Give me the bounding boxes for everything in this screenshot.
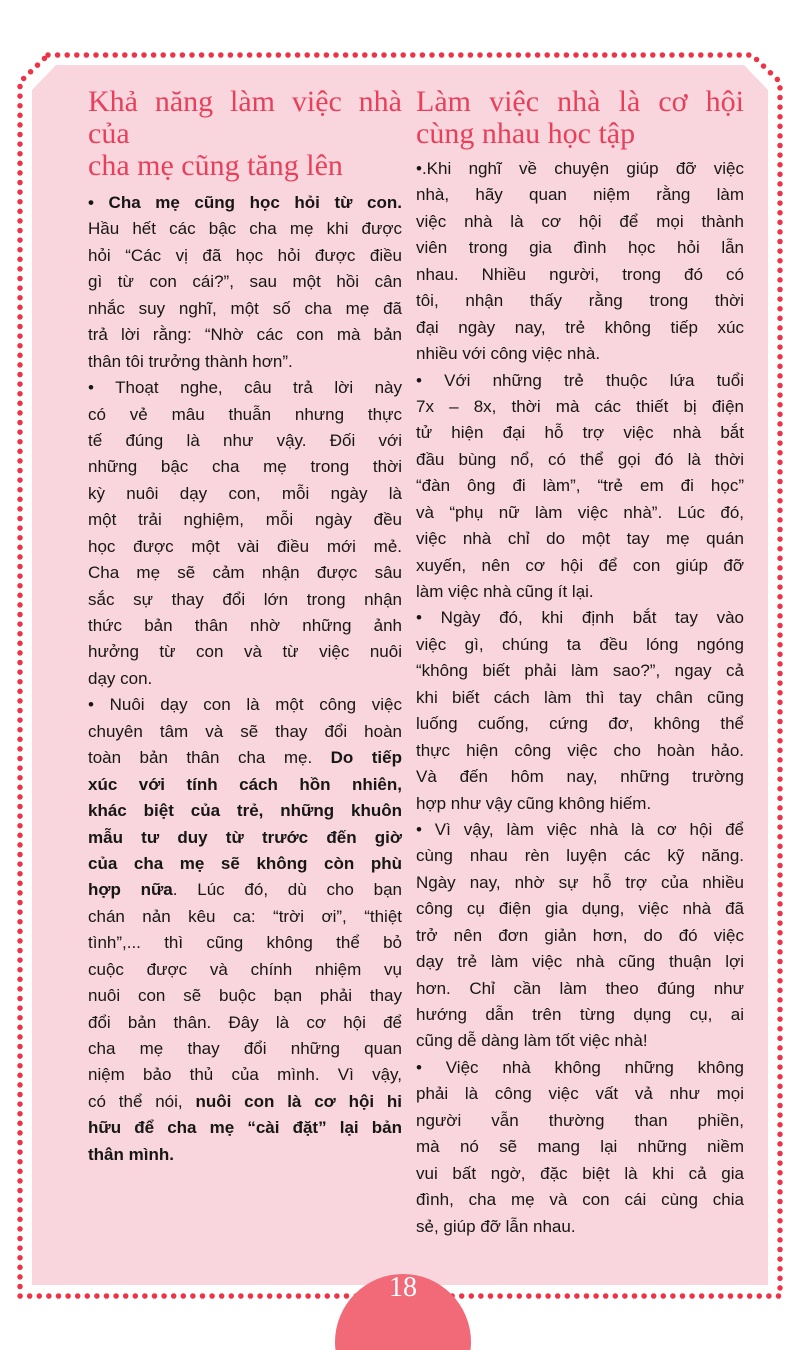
section-body: [416, 156, 744, 1240]
text-line: [416, 605, 744, 631]
text-line: [416, 368, 744, 394]
text-line: [416, 1002, 744, 1028]
text-line: [416, 685, 744, 711]
body-text: phải là công việc vất vả như mọi: [416, 1084, 744, 1104]
bold-text: mẫu tư duy từ trước đến giờ: [88, 827, 402, 847]
text-line: [416, 949, 744, 975]
body-text: “đàn ông đi làm”, “trẻ em đi học”: [416, 476, 744, 496]
body-text: đại ngày nay, trẻ không tiếp xúc: [416, 317, 744, 337]
text-line: [416, 394, 744, 420]
title-line: cha mẹ cũng tăng lên: [88, 149, 343, 182]
body-text: tình”,... thì cũng không thể bỏ: [88, 933, 402, 953]
body-text: kỳ nuôi dạy con, mỗi ngày là: [88, 483, 402, 503]
text-line: [88, 877, 402, 903]
body-text: thức bản thân nhờ những ảnh: [88, 616, 402, 635]
text-line: [416, 553, 744, 579]
body-text: cuộc được và chính nhiệm vụ: [88, 959, 402, 979]
title-line: cùng nhau học tập: [416, 117, 636, 150]
body-text: một trải nghiệm, mỗi ngày đều: [88, 510, 402, 530]
text-line: [416, 923, 744, 949]
text-line: [88, 825, 402, 851]
text-line: [416, 764, 744, 790]
text-line: [416, 315, 744, 341]
body-text: • Việc nhà không những không: [416, 1057, 744, 1077]
body-text: thực hiện công việc cho hoàn hảo.: [416, 740, 744, 760]
text-line: [88, 904, 402, 930]
bold-text: • Cha mẹ cũng học hỏi từ con.: [88, 193, 402, 212]
text-line: [88, 349, 402, 375]
text-line: [88, 745, 402, 771]
text-line: [416, 156, 744, 182]
text-line: [416, 235, 744, 261]
text-line: [88, 772, 402, 798]
body-text: Hầu hết các bậc cha mẹ khi được: [88, 219, 402, 239]
body-text: luống cuống, cứng đơ, không thể: [416, 714, 744, 734]
text-line: [88, 507, 402, 533]
title-line: Làm việc nhà là cơ hội: [416, 85, 744, 118]
body-text: việc nhà chỉ do một tay mẹ quán: [416, 529, 744, 549]
body-text: đình, cha mẹ và con cái cùng chia: [416, 1190, 744, 1210]
bold-text: khác biệt của trẻ, những khuôn: [88, 801, 402, 821]
body-text: gì từ con cái?”, sau một hồi cân: [88, 272, 402, 292]
bold-text: hợp nữa: [88, 880, 173, 900]
text-line: [416, 870, 744, 896]
text-line: [416, 817, 744, 843]
body-text: cha mẹ thay đổi những quan: [88, 1039, 402, 1058]
body-text: nuôi con sẽ buộc bạn phải thay: [88, 986, 402, 1006]
text-line: [416, 1134, 744, 1160]
body-text: xuyến, nên cơ hội để con giúp đỡ: [416, 555, 744, 575]
text-line: [88, 296, 402, 322]
text-line: [88, 269, 402, 295]
body-text: có thể nói,: [88, 1091, 196, 1111]
body-text: Cha mẹ sẽ cảm nhận được sâu: [88, 563, 402, 583]
text-line: [88, 322, 402, 348]
text-line: [88, 587, 402, 613]
text-line: [88, 983, 402, 1009]
text-line: [88, 481, 402, 507]
text-line: [88, 534, 402, 560]
bold-text: Do tiếp: [330, 748, 402, 768]
text-line: [416, 526, 744, 552]
text-line: [88, 957, 402, 983]
text-line: [88, 560, 402, 586]
body-text: trở nên đơn giản hơn, do đó việc: [416, 925, 744, 945]
text-line: [416, 843, 744, 869]
section-body: [88, 190, 402, 1168]
text-line: [416, 209, 744, 235]
text-line: [88, 639, 402, 665]
text-line: [416, 341, 744, 367]
text-line: [416, 473, 744, 499]
body-text: chuyên tâm và sẽ thay đổi hoàn: [88, 721, 402, 741]
body-text: niệm bảo thủ của mình. Vì vậy,: [88, 1065, 402, 1085]
body-text: trả lời rằng: “Nhờ các con mà bản: [88, 325, 402, 345]
text-line: [416, 1028, 744, 1054]
text-line: [88, 375, 402, 401]
body-text: tế đúng là như vậy. Đối với: [88, 430, 402, 450]
body-text: và “phụ nữ làm việc nhà”. Lúc đó,: [416, 502, 744, 522]
body-text: hướng dẫn trên từng dụng cụ, ai: [416, 1005, 744, 1024]
left-column: [88, 86, 402, 1168]
body-text: Ngày nay, nhờ sự hỗ trợ của nhiều: [416, 872, 744, 892]
text-line: [416, 632, 744, 658]
body-text: mà nó sẽ mang lại những niềm: [416, 1137, 744, 1157]
body-text: Và đến hôm nay, những trường: [416, 767, 744, 787]
body-text: khi biết cách làm thì tay chân cũng: [416, 687, 744, 707]
text-line: [416, 1108, 744, 1134]
body-text: nhau. Nhiều người, trong đó có: [416, 264, 744, 284]
body-text: hưởng từ con và từ việc nuôi: [88, 642, 402, 662]
body-text: làm việc nhà cũng ít lại.: [416, 582, 594, 601]
text-line: [88, 719, 402, 745]
text-line: [416, 976, 744, 1002]
text-line: [88, 454, 402, 480]
body-text: • Ngày đó, khi định bắt tay vào: [416, 608, 744, 628]
text-line: [88, 1036, 402, 1062]
body-text: “không biết phải làm sao?”, ngay cả: [416, 661, 744, 681]
body-text: •.Khi nghĩ về chuyện giúp đỡ việc: [416, 159, 744, 178]
text-line: [416, 711, 744, 737]
body-text: 7x – 8x, thời mà các thiết bị điện: [416, 396, 744, 416]
text-line: [88, 1062, 402, 1088]
text-line: [88, 613, 402, 639]
body-text: dạy con.: [88, 668, 153, 688]
body-text: cũng dễ dàng làm tốt việc nhà!: [416, 1031, 648, 1051]
body-text: hỏi “Các vị đã học hỏi được điều: [88, 245, 402, 265]
body-text: đầu bùng nổ, có thể gọi đó là thời: [416, 449, 744, 469]
right-column: [416, 86, 744, 1240]
body-text: toàn bản thân cha mẹ.: [88, 748, 331, 768]
body-text: công cụ điện gia dụng, việc nhà đã: [416, 899, 744, 919]
text-line: [416, 896, 744, 922]
text-line: [88, 402, 402, 428]
text-line: [88, 1142, 402, 1168]
page-number: 18: [389, 1272, 417, 1303]
body-text: cùng nhau rèn luyện các kỹ năng.: [416, 846, 744, 866]
body-text: có vẻ mâu thuẫn nhưng thực: [88, 404, 402, 424]
text-line: [416, 1081, 744, 1107]
text-line: [416, 447, 744, 473]
body-text: tôi, nhận thấy rằng trong thời: [416, 291, 744, 311]
text-line: [416, 182, 744, 208]
body-text: chán nản kêu ca: “trời ơi”, “thiệt: [88, 906, 402, 926]
text-line: [416, 420, 744, 446]
text-line: [416, 579, 744, 605]
title-line: Khả năng làm việc nhà của: [88, 85, 402, 150]
text-line: [416, 791, 744, 817]
body-text: việc nhà là cơ hội để mọi thành: [416, 211, 744, 231]
text-line: [416, 262, 744, 288]
body-text: sẻ, giúp đỡ lẫn nhau.: [416, 1216, 576, 1236]
bold-text: hữu để cha mẹ “cài đặt” lại bản: [88, 1118, 402, 1138]
text-line: [416, 738, 744, 764]
body-text: • Thoạt nghe, câu trả lời này: [88, 378, 402, 398]
bold-text: xúc với tính cách hồn nhiên,: [88, 774, 402, 794]
section-title: [416, 86, 744, 150]
body-text: đổi bản thân. Đây là cơ hội để: [88, 1012, 402, 1032]
text-line: [88, 1010, 402, 1036]
body-text: • Vì vậy, làm việc nhà là cơ hội để: [416, 819, 744, 839]
text-line: [88, 851, 402, 877]
bold-text: của cha mẹ sẽ không còn phù: [88, 853, 402, 873]
text-line: [88, 1115, 402, 1141]
text-line: [416, 1187, 744, 1213]
text-line: [416, 1214, 744, 1240]
text-line: [416, 288, 744, 314]
body-text: • Với những trẻ thuộc lứa tuổi: [416, 370, 744, 390]
body-text: học được một vài điều mới mẻ.: [88, 536, 402, 556]
text-line: [88, 666, 402, 692]
body-text: . Lúc đó, dù cho bạn: [172, 880, 402, 900]
body-text: sắc sự thay đổi lớn trong nhận: [88, 589, 402, 609]
body-text: tử hiện đại hỗ trợ việc nhà bắt: [416, 423, 744, 443]
body-text: nhà, hãy quan niệm rằng làm: [416, 185, 744, 205]
body-text: viên trong gia đình học hỏi lẫn: [416, 238, 744, 258]
body-text: • Nuôi dạy con là một công việc: [88, 695, 402, 715]
body-text: nhiều với công việc nhà.: [416, 344, 601, 364]
bold-text: nuôi con là cơ hội hi: [195, 1091, 402, 1111]
bold-text: thân mình.: [88, 1144, 174, 1164]
text-line: [88, 428, 402, 454]
body-text: hợp như vậy cũng không hiếm.: [416, 793, 652, 813]
text-line: [416, 1161, 744, 1187]
body-text: thân tôi trưởng thành hơn”.: [88, 351, 293, 371]
body-text: những bậc cha mẹ trong thời: [88, 457, 402, 477]
text-line: [88, 930, 402, 956]
text-line: [416, 1055, 744, 1081]
text-line: [88, 798, 402, 824]
body-text: người vẫn thường than phiền,: [416, 1110, 744, 1130]
body-text: việc gì, chúng ta đều lóng ngóng: [416, 634, 744, 654]
body-text: vui bất ngờ, đặc biệt là khi cả gia: [416, 1163, 744, 1183]
text-line: [88, 243, 402, 269]
body-text: hơn. Chỉ cần làm theo đúng như: [416, 978, 744, 998]
section-title: [88, 86, 402, 182]
body-text: nhắc suy nghĩ, một số cha mẹ đã: [88, 298, 402, 318]
text-line: [416, 658, 744, 684]
text-line: [88, 1089, 402, 1115]
text-line: [88, 692, 402, 718]
text-line: [88, 216, 402, 242]
text-line: [88, 190, 402, 216]
body-text: dạy trẻ làm việc nhà cũng thuận lợi: [416, 952, 744, 972]
text-line: [416, 500, 744, 526]
